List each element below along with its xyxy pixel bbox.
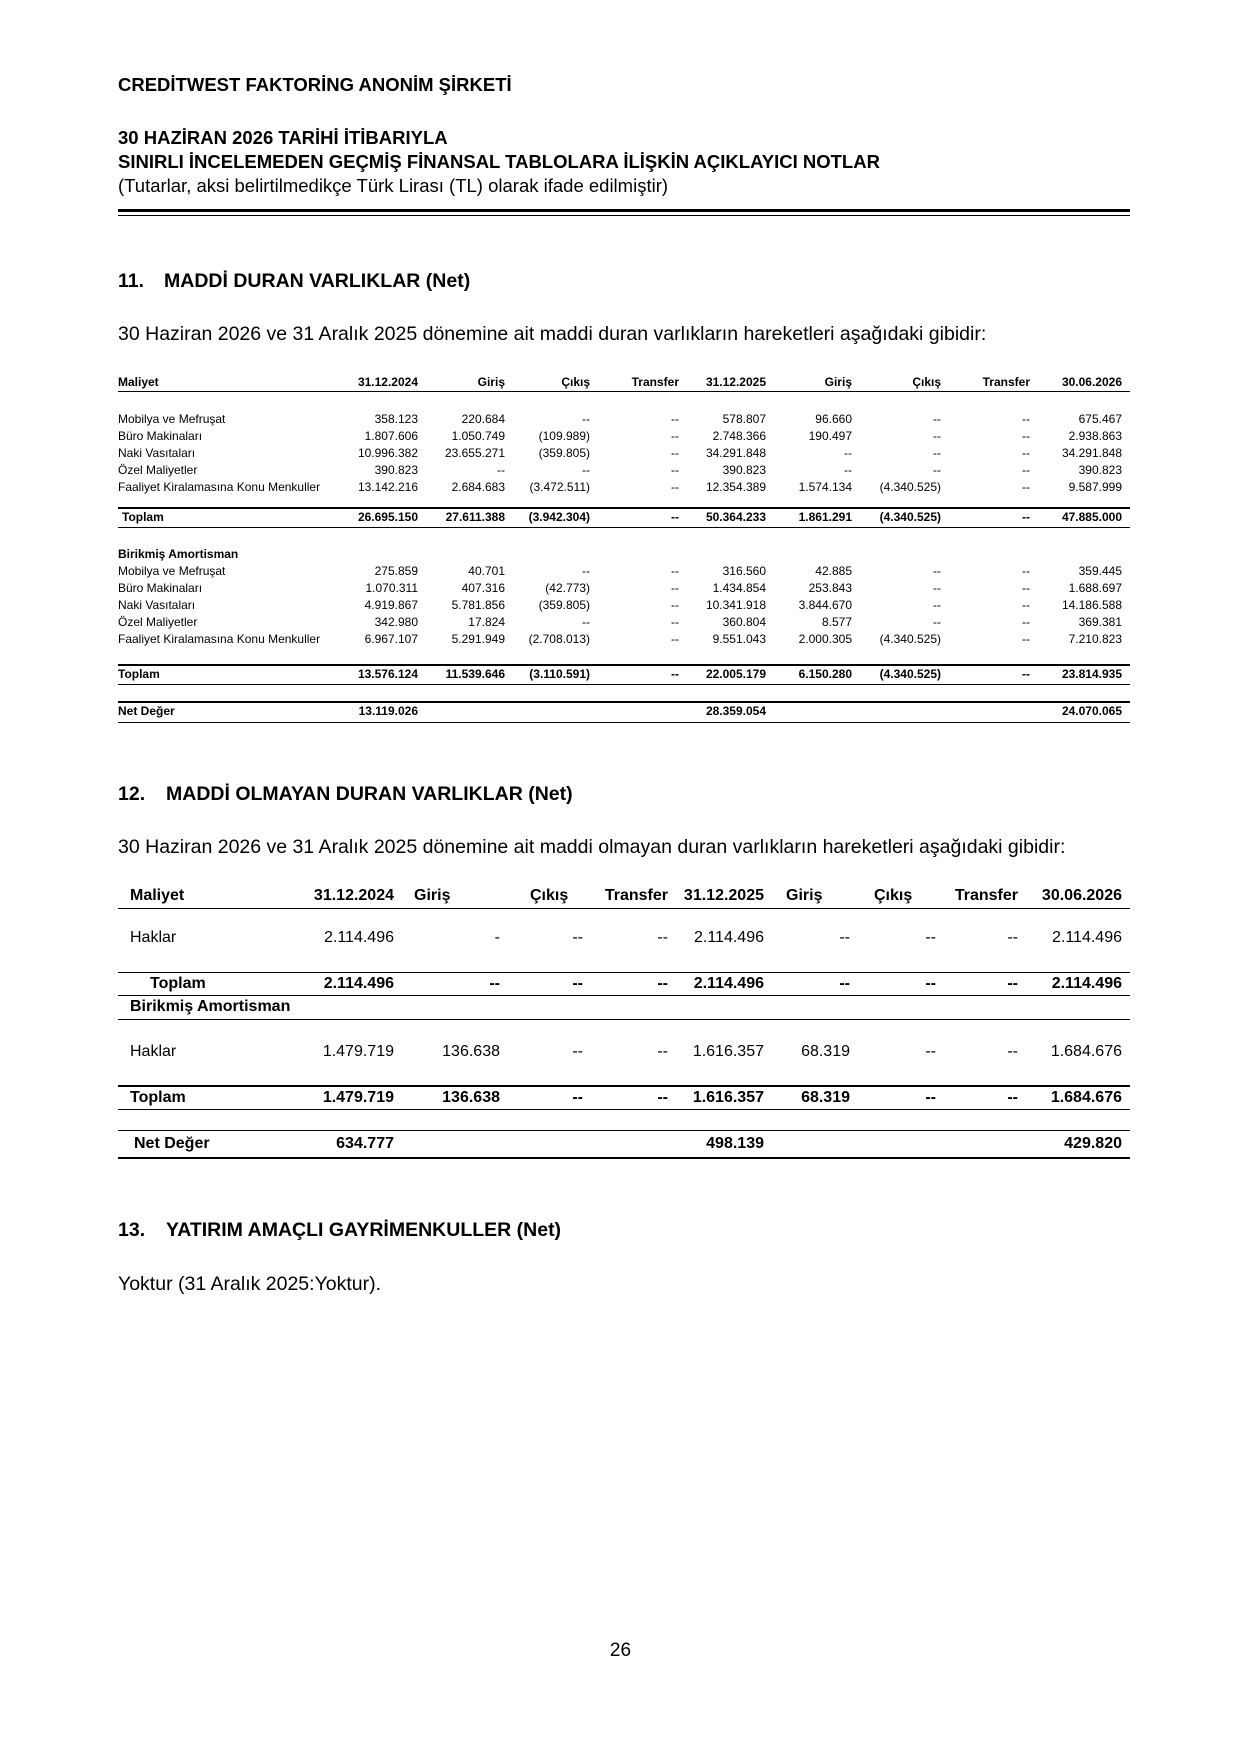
page-number: 26 — [609, 1640, 632, 1661]
net-value-row — [118, 703, 1130, 720]
table-cell: 1.616.357 — [692, 1089, 764, 1106]
table-row — [118, 445, 1130, 462]
table-cell: -- — [1022, 480, 1030, 494]
currency-note: (Tutarlar, aksi belirtilmedikçe Türk Lirası (TL) olarak ifade edilmiştir) — [118, 175, 669, 196]
table-cell: Çıkış — [561, 375, 590, 389]
table-cell: 1.807.606 — [364, 429, 418, 443]
section-11-number: 11. — [118, 270, 145, 292]
table-cell: -- — [671, 463, 679, 477]
header-rule — [118, 391, 1130, 392]
table-cell: -- — [572, 929, 583, 946]
table-cell: 2.114.496 — [323, 975, 394, 992]
table-cell: -- — [671, 480, 679, 494]
table-cell: 342.980 — [374, 615, 418, 629]
table-cell: -- — [671, 581, 679, 595]
table-cell: (3.110.591) — [529, 667, 590, 681]
total-rule-bottom — [118, 1109, 1130, 1110]
table-cell: 136.638 — [442, 1089, 500, 1106]
row-label: Naki Vasıtaları — [118, 598, 196, 612]
net-rule-bottom — [118, 722, 1130, 723]
table-cell: 22.005.179 — [705, 667, 766, 681]
table-cell: 275.859 — [374, 564, 418, 578]
table-cell: Çıkış — [912, 375, 941, 389]
table-cell: -- — [1007, 929, 1018, 946]
total-rule-bottom — [118, 684, 1130, 685]
row-label: Net Değer — [118, 704, 175, 718]
row-label: Toplam — [118, 667, 160, 681]
row-label: Haklar — [130, 929, 177, 946]
table-row — [118, 631, 1130, 648]
table-cell: 47.885.000 — [1061, 510, 1122, 524]
table-row — [118, 411, 1130, 428]
table-cell: -- — [671, 446, 679, 460]
table-cell: 42.885 — [815, 564, 852, 578]
report-date-line: 30 HAZİRAN 2026 TARİHİ İTİBARIYLA — [118, 127, 448, 148]
table-cell: 675.467 — [1078, 412, 1122, 426]
table-cell: 28.359.054 — [705, 704, 766, 718]
table-cell: -- — [933, 463, 941, 477]
table-cell: -- — [657, 1043, 668, 1060]
row-label: Maliyet — [118, 375, 159, 389]
table-row — [118, 428, 1130, 445]
table-cell: -- — [844, 446, 852, 460]
table-cell: 13.576.124 — [357, 667, 418, 681]
table-cell: 14.186.588 — [1061, 598, 1122, 612]
table-cell: Transfer — [631, 375, 679, 389]
table-cell: -- — [657, 1089, 668, 1106]
table-cell: -- — [671, 632, 679, 646]
row-label: Mobilya ve Mefruşat — [118, 564, 226, 578]
table-cell: 407.316 — [461, 581, 505, 595]
table-cell: -- — [933, 412, 941, 426]
table-cell: 390.823 — [1078, 463, 1122, 477]
depreciation-header-row — [118, 996, 1130, 1018]
table-row — [118, 597, 1130, 614]
table-row — [118, 927, 1130, 949]
table-cell: 68.319 — [801, 1043, 850, 1060]
table-cell: (4.340.525) — [879, 667, 941, 681]
table-cell: (42.773) — [545, 581, 590, 595]
table-cell: (4.340.525) — [879, 632, 941, 646]
table-cell: -- — [1022, 463, 1030, 477]
table-cell: 24.070.065 — [1061, 704, 1122, 718]
table-cell: 5.291.949 — [451, 632, 505, 646]
table-cell: 30.06.2026 — [1061, 375, 1122, 389]
table-cell: 1.688.697 — [1068, 581, 1122, 595]
table-cell: Giriş — [786, 887, 823, 904]
table-cell: 5.781.856 — [451, 598, 505, 612]
section-13-heading: YATIRIM AMAÇLI GAYRİMENKULLER (Net) — [166, 1219, 562, 1241]
table-cell: -- — [671, 564, 679, 578]
table-cell: -- — [1022, 667, 1030, 681]
header-rule — [118, 908, 1130, 909]
table-cell: 190.497 — [808, 429, 852, 443]
table-cell: -- — [582, 615, 590, 629]
table-cell: 23.814.935 — [1061, 667, 1122, 681]
table-cell: 30.06.2026 — [1041, 887, 1122, 904]
table-cell: 1.861.291 — [798, 510, 852, 524]
table-cell: 13.119.026 — [358, 704, 418, 718]
section-12-number: 12. — [118, 783, 146, 805]
table-cell: -- — [671, 510, 679, 524]
table-cell: 9.551.043 — [712, 632, 766, 646]
table-cell: -- — [671, 615, 679, 629]
table-cell: (359.805) — [538, 598, 590, 612]
table-cell: -- — [671, 598, 679, 612]
row-label: Toplam — [130, 1089, 186, 1106]
table-cell: -- — [1007, 1089, 1018, 1106]
row-label: Büro Makinaları — [118, 429, 203, 443]
report-title-line: SINIRLI İNCELEMEDEN GEÇMİŞ FİNANSAL TABLOLARA İLİŞKİN AÇIKLAYICI NOTLAR — [118, 151, 880, 172]
row-label: Haklar — [130, 1043, 177, 1060]
table-cell: -- — [657, 929, 668, 946]
table-cell: 3.844.670 — [798, 598, 852, 612]
table-cell: 50.364.233 — [705, 510, 766, 524]
section-11-heading: MADDİ DURAN VARLIKLAR (Net) — [164, 270, 471, 292]
table-cell: -- — [1022, 615, 1030, 629]
header-rule-thick — [118, 209, 1130, 212]
table-cell: -- — [657, 975, 668, 992]
table-cell: (3.942.304) — [528, 510, 590, 524]
table-cell: 1.070.311 — [365, 581, 418, 595]
table-row — [118, 614, 1130, 631]
table-cell: -- — [1022, 581, 1030, 595]
table-cell: -- — [582, 564, 590, 578]
table-cell: 634.777 — [336, 1135, 394, 1152]
table-cell: 7.210.823 — [1068, 632, 1122, 646]
table-cell: (4.340.525) — [879, 510, 941, 524]
table-cell: Transfer — [982, 375, 1030, 389]
table-cell: -- — [572, 1089, 583, 1106]
table-cell: 136.638 — [442, 1043, 500, 1060]
table-cell: 2.114.496 — [694, 929, 764, 946]
table-cell: 34.291.848 — [1061, 446, 1122, 460]
table-cell: -- — [671, 667, 679, 681]
table-cell: -- — [1022, 429, 1030, 443]
table-cell: -- — [671, 412, 679, 426]
table-cell: -- — [1022, 598, 1030, 612]
company-name: CREDİTWEST FAKTORİNG ANONİM ŞİRKETİ — [118, 74, 512, 95]
table-cell: -- — [572, 975, 583, 992]
table-cell: 316.560 — [722, 564, 766, 578]
table-cell: 359.445 — [1078, 564, 1122, 578]
table-cell: -- — [925, 975, 936, 992]
section-11-intro: 30 Haziran 2026 ve 31 Aralık 2025 dönemine ait maddi duran varlıkların hareketleri aşağıdaki gibidir: — [118, 323, 987, 345]
section-12-title — [118, 783, 573, 806]
table-cell: 6.967.107 — [364, 632, 418, 646]
total-row — [118, 509, 1130, 526]
table-cell: 8.577 — [821, 615, 852, 629]
table-cell: Transfer — [954, 887, 1018, 904]
table-header-row — [118, 374, 1130, 391]
row-label: Naki Vasıtaları — [118, 446, 196, 460]
table-header-row — [118, 885, 1130, 907]
table-cell: 13.142.216 — [357, 480, 418, 494]
total-row — [118, 1087, 1130, 1109]
table-cell: -- — [933, 615, 941, 629]
table-cell: -- — [844, 463, 852, 477]
table-row — [118, 563, 1130, 580]
table-cell: (3.472.511) — [529, 480, 590, 494]
table-cell: 1.050.749 — [451, 429, 505, 443]
table-cell: -- — [1007, 975, 1018, 992]
table-cell: -- — [1022, 510, 1030, 524]
table-cell: 253.843 — [808, 581, 852, 595]
table-cell: 23.655.271 — [444, 446, 505, 460]
header-rule-thin — [118, 215, 1130, 216]
table-cell: 34.291.848 — [705, 446, 766, 460]
table-cell: 2.938.863 — [1068, 429, 1122, 443]
table-cell: 17.824 — [468, 615, 505, 629]
depreciation-header-row — [118, 546, 1130, 563]
table-cell: 26.695.150 — [357, 510, 418, 524]
table-cell: -- — [933, 581, 941, 595]
table-row — [118, 462, 1130, 479]
table-cell: 2.114.496 — [1052, 929, 1122, 946]
section-13-title — [118, 1219, 561, 1242]
table-cell: (2.708.013) — [528, 632, 590, 646]
table-cell: (359.805) — [538, 446, 590, 460]
table-cell: 1.434.854 — [712, 581, 766, 595]
table-cell: 358.123 — [374, 412, 418, 426]
table-cell: -- — [925, 1089, 936, 1106]
table-cell: -- — [839, 975, 850, 992]
table-cell: 429.820 — [1064, 1135, 1122, 1152]
table-cell: 498.139 — [706, 1135, 764, 1152]
table-cell: 6.150.280 — [798, 667, 852, 681]
section-12-heading: MADDİ OLMAYAN DURAN VARLIKLAR (Net) — [166, 783, 573, 805]
table-cell: 390.823 — [374, 463, 418, 477]
table-row — [118, 1041, 1130, 1063]
table-cell: 31.12.2025 — [683, 887, 764, 904]
table-cell: -- — [933, 446, 941, 460]
table-cell: 220.684 — [461, 412, 505, 426]
table-cell: 2.114.496 — [693, 975, 764, 992]
row-label: Büro Makinaları — [118, 581, 203, 595]
table-cell: -- — [933, 429, 941, 443]
table-cell: 31.12.2024 — [357, 375, 418, 389]
intangible-assets-table — [118, 885, 1130, 1170]
table-cell: -- — [582, 463, 590, 477]
table-cell: 1.684.676 — [1050, 1089, 1122, 1106]
table-cell: -- — [1022, 564, 1030, 578]
table-cell: -- — [489, 975, 500, 992]
table-cell: 96.660 — [815, 412, 852, 426]
table-cell: 31.12.2025 — [705, 375, 766, 389]
table-cell: 1.574.134 — [798, 480, 852, 494]
net-value-row — [118, 1133, 1130, 1155]
table-cell: 578.807 — [722, 412, 766, 426]
row-label: Özel Maliyetler — [118, 615, 198, 629]
table-cell: 12.354.389 — [705, 480, 766, 494]
table-cell: Giriş — [477, 375, 505, 389]
table-cell: Transfer — [604, 887, 668, 904]
table-cell: -- — [1022, 632, 1030, 646]
table-cell: 27.611.388 — [445, 510, 505, 524]
table-cell: 10.996.382 — [357, 446, 418, 460]
table-cell: 1.479.719 — [322, 1043, 394, 1060]
row-label: Faaliyet Kiralamasına Konu Menkuller — [118, 632, 321, 646]
table-cell: Çıkış — [874, 887, 913, 904]
table-cell: -- — [671, 429, 679, 443]
table-row — [118, 580, 1130, 597]
table-cell: 1.616.357 — [692, 1043, 764, 1060]
table-cell: 68.319 — [801, 1089, 850, 1106]
table-cell: 11.539.646 — [445, 667, 505, 681]
row-label: Toplam — [122, 510, 164, 524]
table-cell: Giriş — [824, 375, 852, 389]
table-cell: 390.823 — [722, 463, 766, 477]
row-label: Faaliyet Kiralamasına Konu Menkuller — [118, 480, 321, 494]
table-cell: Çıkış — [530, 887, 569, 904]
table-cell: - — [494, 929, 500, 946]
row-label: Maliyet — [130, 887, 185, 904]
table-cell: -- — [1022, 446, 1030, 460]
table-cell: -- — [1022, 412, 1030, 426]
table-cell: 2.000.305 — [798, 632, 852, 646]
table-cell: 4.919.867 — [364, 598, 418, 612]
table-cell: (109.989) — [538, 429, 590, 443]
table-cell: 2.684.683 — [451, 480, 505, 494]
row-label: Özel Maliyetler — [118, 463, 198, 477]
table-cell: -- — [1007, 1043, 1018, 1060]
table-cell: -- — [572, 1043, 583, 1060]
depreciation-rule — [118, 1019, 1130, 1020]
table-cell: (4.340.525) — [879, 480, 941, 494]
table-cell: 360.804 — [722, 615, 766, 629]
table-cell: -- — [933, 598, 941, 612]
table-cell: 40.701 — [468, 564, 505, 578]
section-13-body: Yoktur (31 Aralık 2025:Yoktur). — [118, 1273, 382, 1295]
depreciation-header: Birikmiş Amortisman — [130, 998, 291, 1015]
total-row — [118, 973, 1130, 995]
table-cell: 31.12.2024 — [313, 887, 394, 904]
table-cell: -- — [497, 463, 505, 477]
tangible-assets-table — [118, 374, 1130, 734]
depreciation-header: Birikmiş Amortisman — [118, 547, 239, 561]
total-row — [118, 666, 1130, 683]
table-cell: 2.748.366 — [712, 429, 766, 443]
row-label: Net Değer — [134, 1135, 210, 1152]
table-cell: -- — [933, 564, 941, 578]
row-label: Mobilya ve Mefruşat — [118, 412, 226, 426]
table-cell: 2.114.496 — [1051, 975, 1122, 992]
table-cell: -- — [839, 929, 850, 946]
row-label: Toplam — [150, 975, 206, 992]
table-cell: 9.587.999 — [1068, 480, 1122, 494]
table-cell: 1.684.676 — [1050, 1043, 1122, 1060]
table-cell: -- — [925, 1043, 936, 1060]
table-cell: 10.341.918 — [705, 598, 766, 612]
table-row — [118, 479, 1130, 496]
table-cell: 2.114.496 — [324, 929, 394, 946]
table-cell: -- — [582, 412, 590, 426]
section-13-number: 13. — [118, 1219, 146, 1241]
table-cell: 1.479.719 — [322, 1089, 394, 1106]
table-cell: Giriş — [414, 887, 451, 904]
net-rule-bottom — [118, 1157, 1130, 1159]
section-12-intro: 30 Haziran 2026 ve 31 Aralık 2025 dönemine ait maddi olmayan duran varlıkların hareketleri aşağıdaki gibidir: — [118, 836, 1066, 858]
total-rule-bottom — [118, 527, 1130, 528]
table-cell: 369.381 — [1078, 615, 1122, 629]
net-rule-top — [118, 1130, 1130, 1131]
table-cell: -- — [925, 929, 936, 946]
section-11-title — [118, 270, 470, 293]
